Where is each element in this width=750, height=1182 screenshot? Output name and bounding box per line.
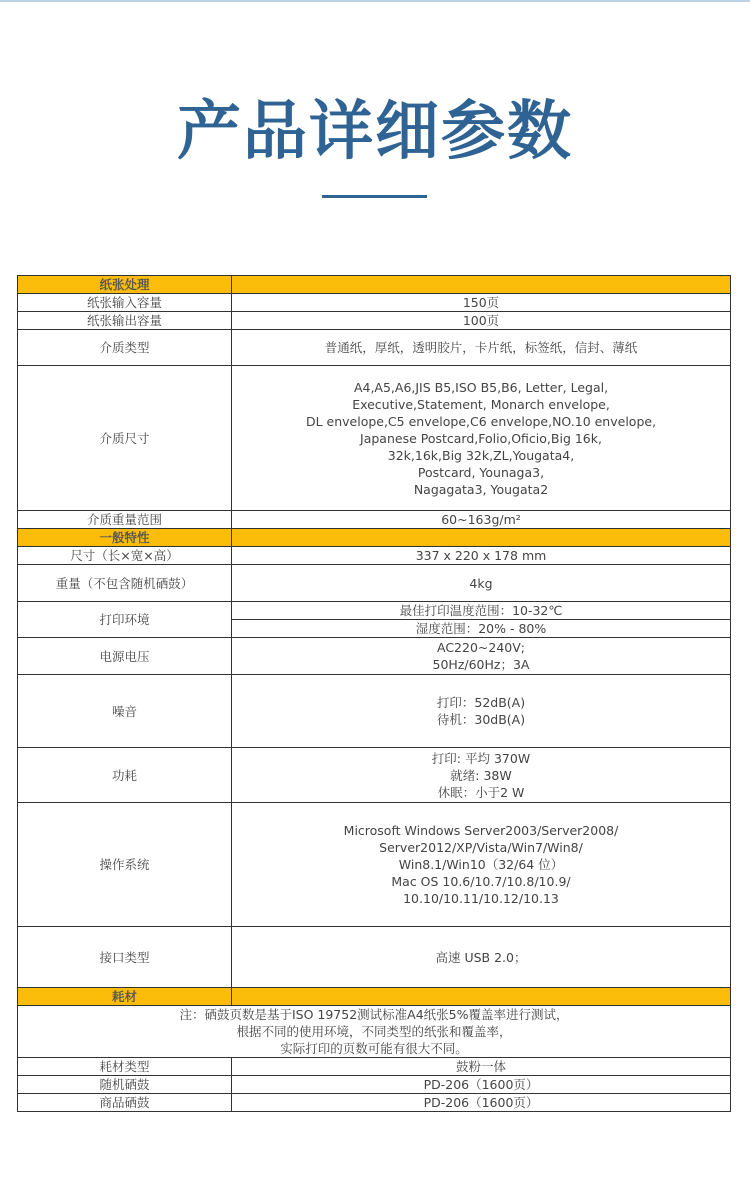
table-row <box>18 330 731 366</box>
row-label: 打印环境 <box>18 602 232 638</box>
section-header: 耗材 <box>18 988 232 1006</box>
row-label: 介质类型 <box>18 330 232 366</box>
row-value: 100页 <box>232 312 731 330</box>
row-label: 尺寸（长×宽×高） <box>18 547 232 565</box>
table-row <box>18 638 731 675</box>
row-value: 337 x 220 x 178 mm <box>232 547 731 565</box>
table-row <box>18 748 731 803</box>
row-label: 纸张输出容量 <box>18 312 232 330</box>
table-row <box>18 602 731 620</box>
row-value: A4,A5,A6,JIS B5,ISO B5,B6, Letter, Legal, Executive,Statement, Monarch envelope, DL envelope,C5 envelope,C6 envelope,NO.10 envelope, Japanese Postcard,Folio,Oficio,Big 16k, 32k,16k,Big 32k,ZL,Yougata4, Postcard, Younaga3, Nagagata3, Yougata2 <box>232 366 731 511</box>
row-label: 纸张输入容量 <box>18 294 232 312</box>
row-label: 介质重量范围 <box>18 511 232 529</box>
table-row <box>18 927 731 988</box>
row-label: 噪音 <box>18 675 232 748</box>
row-label: 重量（不包含随机硒鼓） <box>18 565 232 602</box>
table-row <box>18 1076 731 1094</box>
section-header: 一般特性 <box>18 529 232 547</box>
table-row <box>18 511 731 529</box>
table-row <box>18 294 731 312</box>
row-value: Microsoft Windows Server2003/Server2008/ Server2012/XP/Vista/Win7/Win8/ Win8.1/Win10（32/64 位） Mac OS 10.6/10.7/10.8/10.9/ 10.10/10.11/10.12/10.13 <box>232 803 731 927</box>
table-row <box>18 803 731 927</box>
row-label: 商品硒鼓 <box>18 1094 232 1112</box>
row-label: 操作系统 <box>18 803 232 927</box>
row-label: 介质尺寸 <box>18 366 232 511</box>
table-row <box>18 675 731 748</box>
table-row <box>18 312 731 330</box>
table-row <box>18 1094 731 1112</box>
section-paper-handling <box>18 276 731 294</box>
section-header: 纸张处理 <box>18 276 232 294</box>
top-border-line <box>0 0 750 2</box>
page-title: 产品详细参数 <box>177 95 573 169</box>
table-row <box>18 547 731 565</box>
row-value: 60~163g/m² <box>232 511 731 529</box>
row-value: 最佳打印温度范围：10-32℃ <box>232 602 731 620</box>
consumables-note: 注：硒鼓页数是基于ISO 19752测试标准A4纸张5%覆盖率进行测试， 根据不同的使用环境，不同类型的纸张和覆盖率， 实际打印的页数可能有很大不同。 <box>18 1006 731 1058</box>
row-value: AC220~240V; 50Hz/60Hz；3A <box>232 638 731 675</box>
table-row <box>18 565 731 602</box>
row-value: 150页 <box>232 294 731 312</box>
section-consumables <box>18 988 731 1006</box>
row-value: 普通纸，厚纸，透明胶片，卡片纸，标签纸，信封、薄纸 <box>232 330 731 366</box>
row-value: PD-206（1600页） <box>232 1076 731 1094</box>
row-value: 4kg <box>232 565 731 602</box>
row-value: 打印：52dB(A) 待机：30dB(A) <box>232 675 731 748</box>
title-underline <box>322 195 427 198</box>
table-row <box>18 1006 731 1058</box>
row-value: 高速 USB 2.0； <box>232 927 731 988</box>
table-row <box>18 366 731 511</box>
table-row <box>18 1058 731 1076</box>
row-value: 打印: 平均 370W 就绪: 38W 休眠：小于2 W <box>232 748 731 803</box>
row-value: 鼓粉一体 <box>232 1058 731 1076</box>
row-value: PD-206（1600页） <box>232 1094 731 1112</box>
row-label: 电源电压 <box>18 638 232 675</box>
spec-table <box>17 275 731 1112</box>
row-value: 湿度范围：20% - 80% <box>232 620 731 638</box>
row-label: 随机硒鼓 <box>18 1076 232 1094</box>
row-label: 耗材类型 <box>18 1058 232 1076</box>
row-label: 功耗 <box>18 748 232 803</box>
row-label: 接口类型 <box>18 927 232 988</box>
section-general <box>18 529 731 547</box>
